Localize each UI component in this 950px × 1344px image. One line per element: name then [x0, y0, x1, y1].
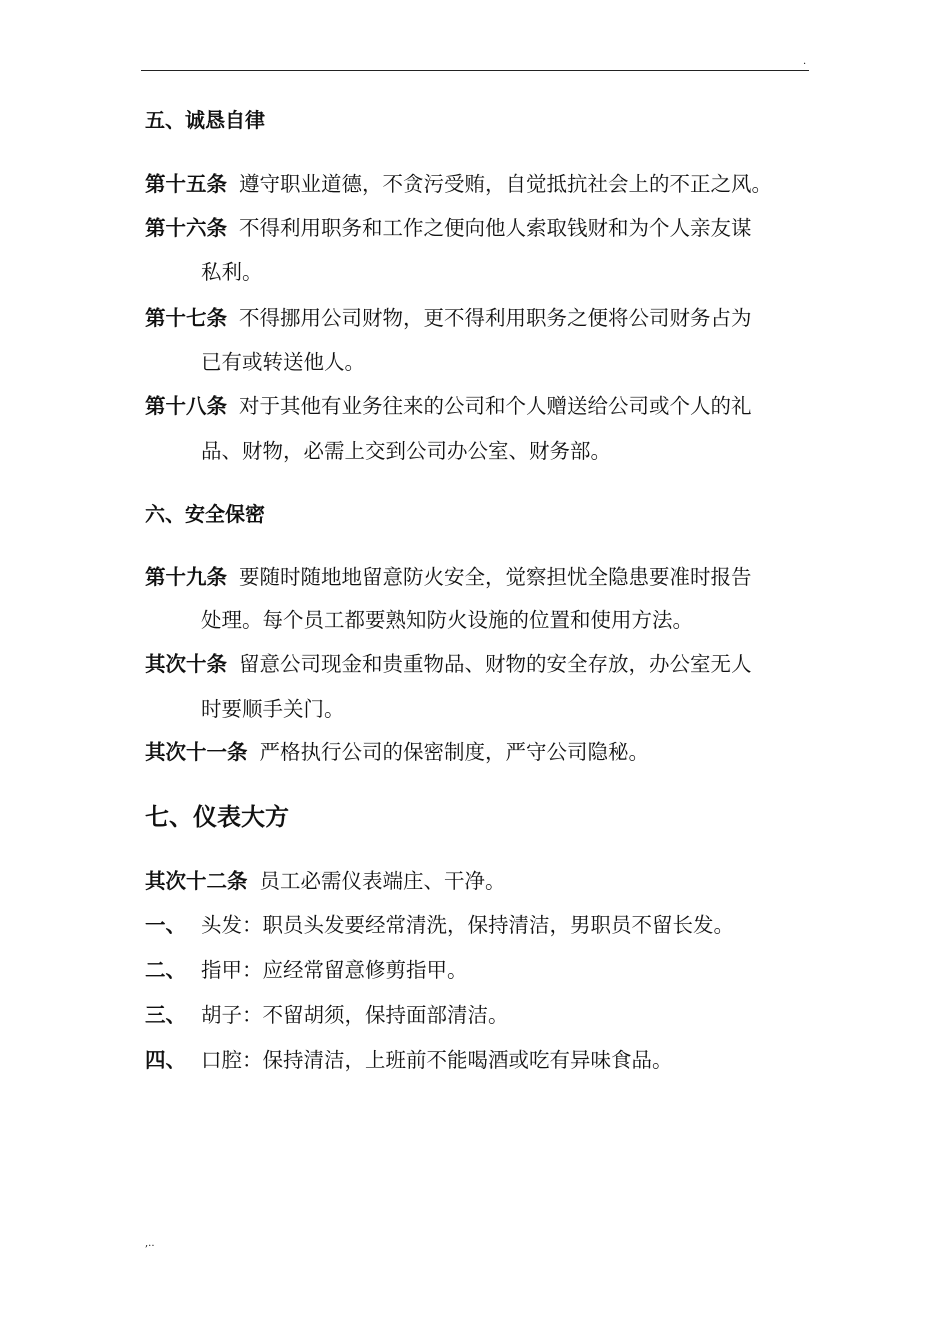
- header-rule: [141, 70, 809, 71]
- article-line: [145, 869, 506, 893]
- article-text-cont: 已有或转送他人。: [201, 350, 365, 374]
- article-line: [145, 172, 772, 196]
- item-text: 指甲：应经常留意修剪指甲。: [201, 958, 468, 982]
- article-line: [145, 394, 752, 418]
- article-text: 遵守职业道德，不贪污受贿，自觉抵抗社会上的不正之风。: [239, 172, 772, 196]
- article-label: 第十五条: [145, 172, 227, 196]
- article-line: [145, 740, 649, 764]
- article-label: 第十九条: [145, 565, 227, 589]
- article-text: 对于其他有业务往来的公司和个人赠送给公司或个人的礼: [239, 394, 752, 418]
- list-item: [145, 1048, 673, 1072]
- article-label: 第十七条: [145, 306, 227, 330]
- article-text: 不得挪用公司财物，更不得利用职务之便将公司财务占为: [239, 306, 752, 330]
- section-heading: 七、仪表大方: [145, 803, 289, 831]
- list-item: [145, 1003, 509, 1027]
- item-text: 头发：职员头发要经常清洗，保持清洁，男职员不留长发。: [201, 913, 734, 937]
- article-label: 第十八条: [145, 394, 227, 418]
- article-label: 第十六条: [145, 216, 227, 240]
- article-line: [145, 306, 752, 330]
- article-text: 员工必需仪表端庄、干净。: [259, 869, 506, 893]
- article-text: 留意公司现金和贵重物品、财物的安全存放，办公室无人: [239, 652, 752, 676]
- item-label: 二、: [145, 958, 186, 982]
- section-heading: 六、安全保密: [145, 502, 265, 526]
- article-text-cont: 私利。: [201, 260, 263, 284]
- item-label: 一、: [145, 913, 186, 937]
- article-label: 其次十条: [145, 652, 227, 676]
- item-text: 口腔：保持清洁，上班前不能喝酒或吃有异味食品。: [201, 1048, 673, 1072]
- article-text-cont: 处理。每个员工都要熟知防火设施的位置和使用方法。: [201, 608, 693, 632]
- article-text: 严格执行公司的保密制度，严守公司隐秘。: [259, 740, 649, 764]
- article-line: [145, 652, 752, 676]
- footer-mark: ,..: [145, 1238, 155, 1249]
- article-text: 不得利用职务和工作之便向他人索取钱财和为个人亲友谋: [239, 216, 752, 240]
- item-text: 胡子：不留胡须，保持面部清洁。: [201, 1003, 509, 1027]
- article-line: [145, 216, 752, 240]
- article-text-cont: 品、财物，必需上交到公司办公室、财务部。: [201, 439, 611, 463]
- list-item: [145, 913, 734, 937]
- item-label: 四、: [145, 1048, 186, 1072]
- article-label: 其次十一条: [145, 740, 248, 764]
- article-line: [145, 565, 752, 589]
- item-label: 三、: [145, 1003, 186, 1027]
- article-text: 要随时随地地留意防火安全，觉察担忧全隐患要准时报告: [239, 565, 752, 589]
- article-label: 其次十二条: [145, 869, 248, 893]
- header-mark: .: [803, 56, 807, 67]
- section-heading: 五、诚恳自律: [145, 108, 265, 132]
- list-item: [145, 958, 468, 982]
- article-text-cont: 时要顺手关门。: [201, 697, 345, 721]
